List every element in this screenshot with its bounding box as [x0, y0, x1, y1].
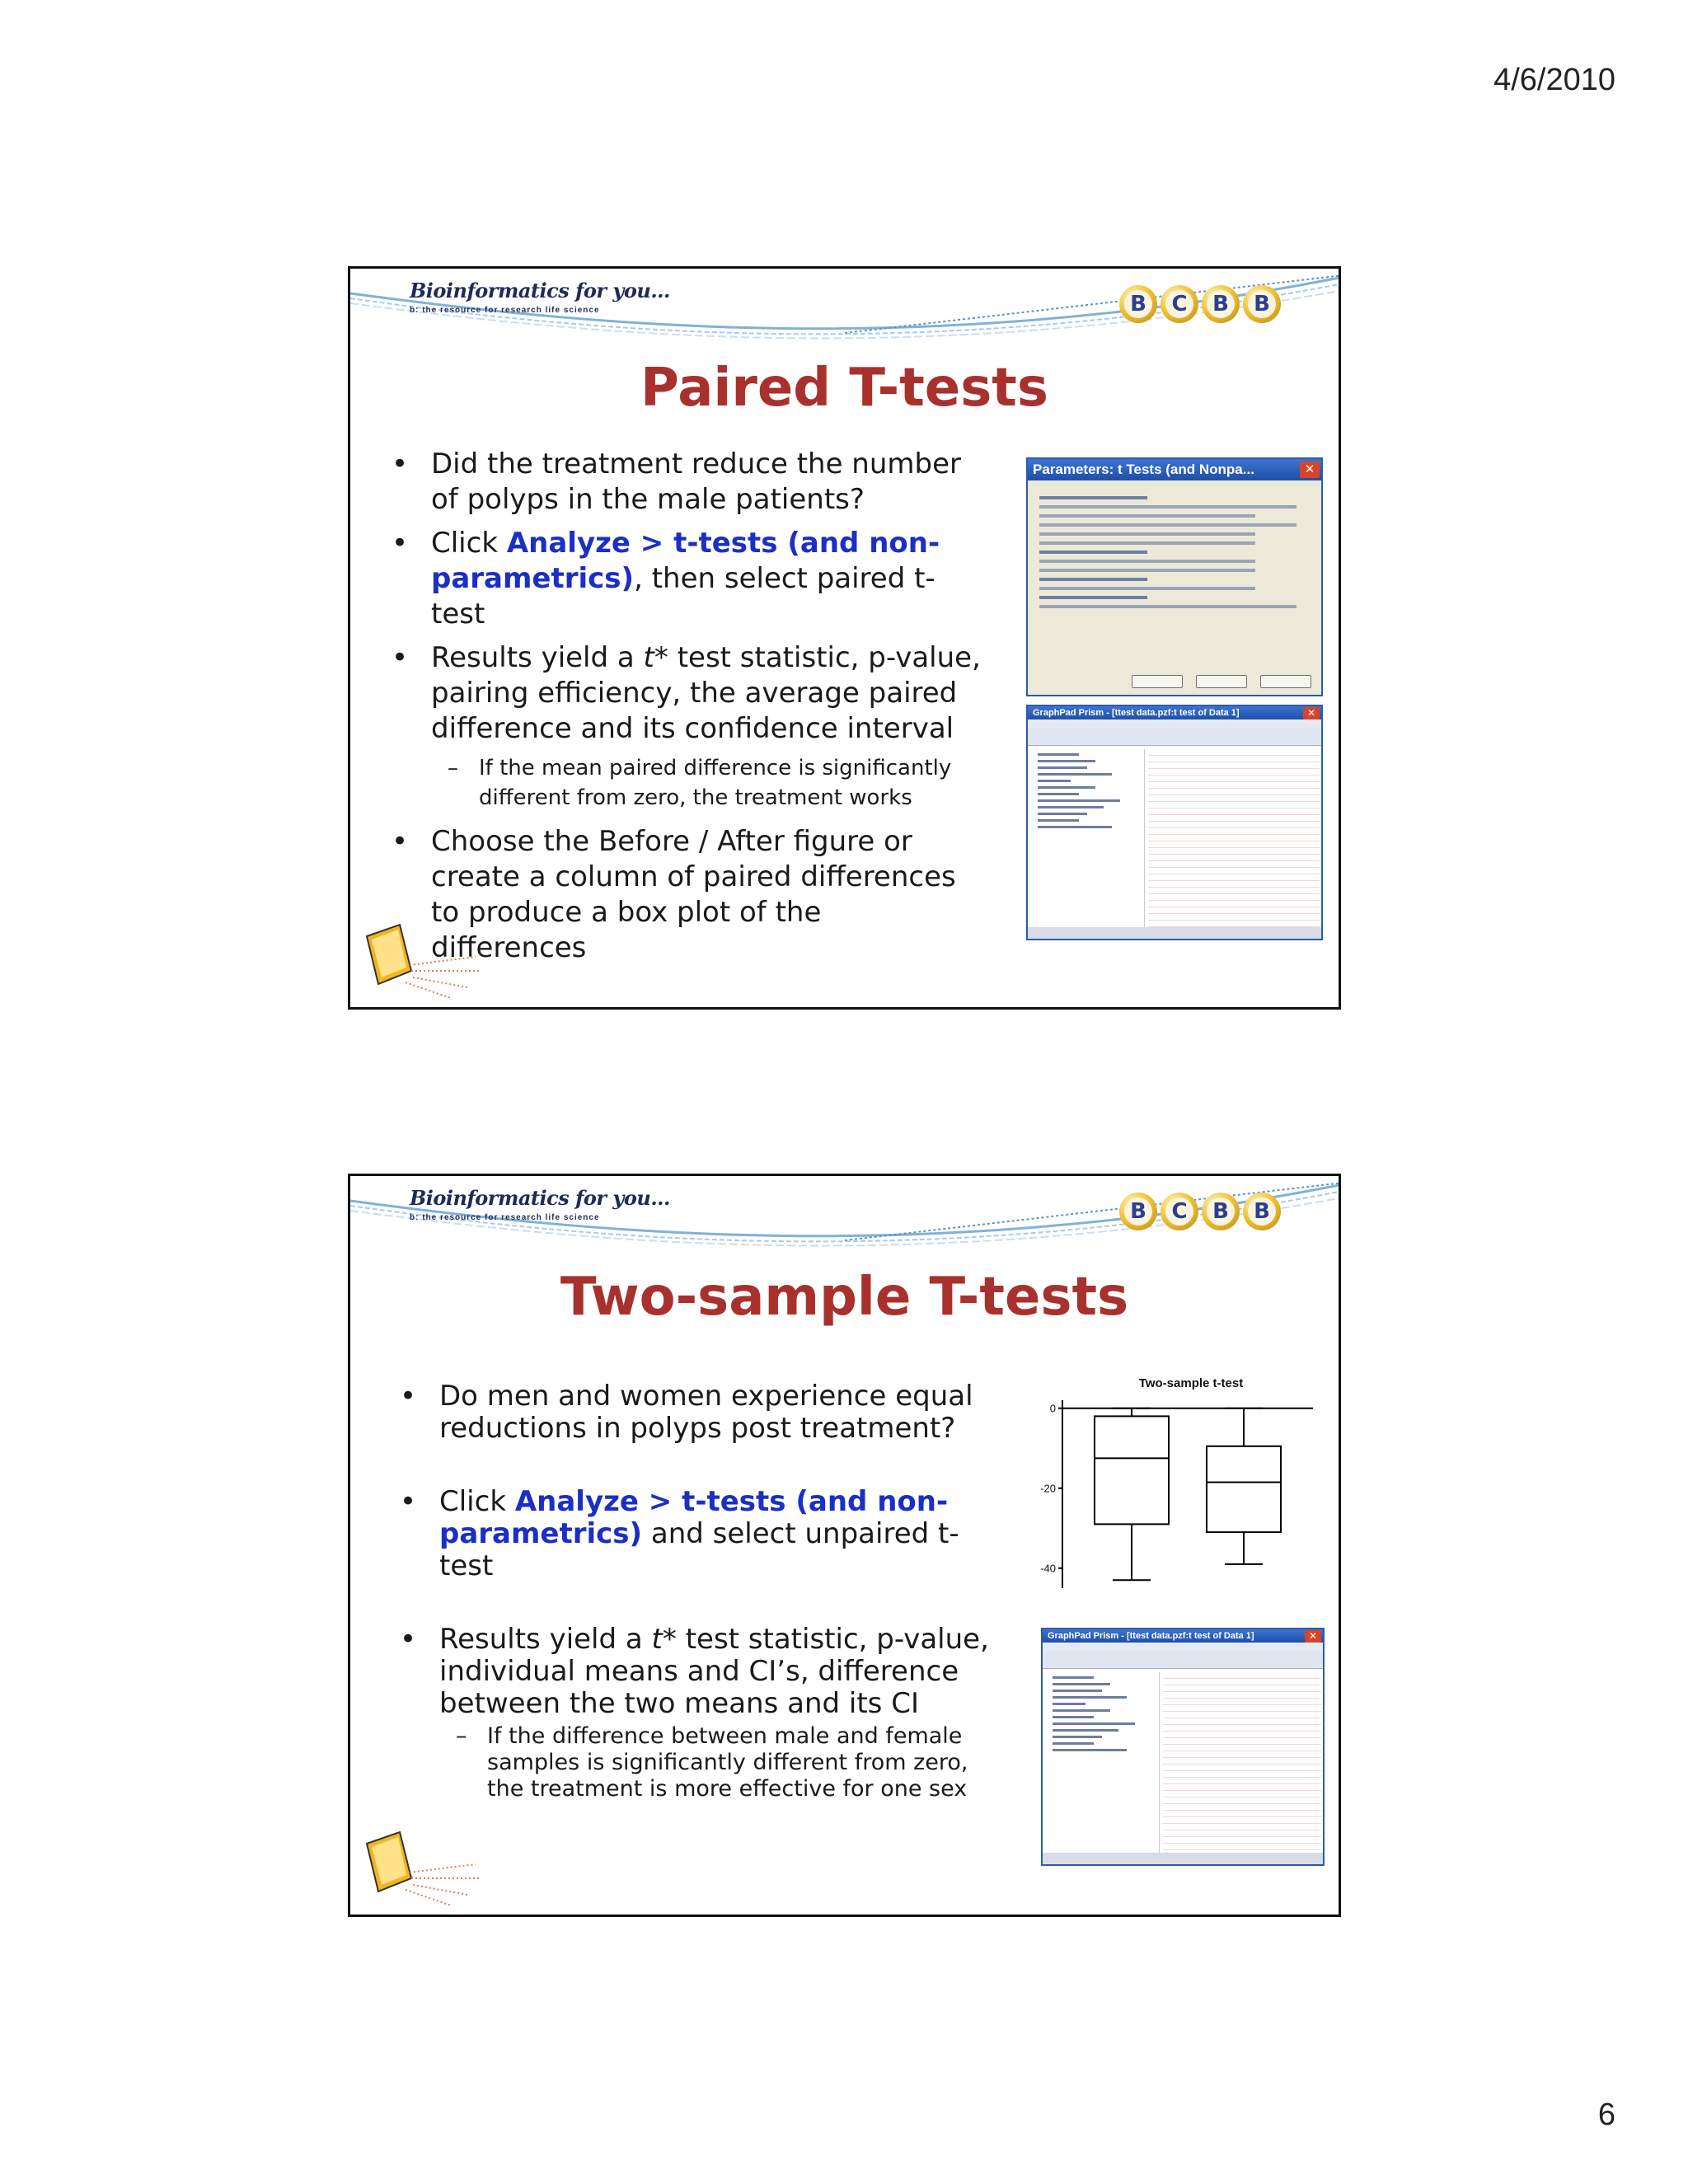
navigator-tree — [1029, 749, 1145, 927]
cancel-button — [1196, 675, 1247, 688]
bullet-text: Choose the Before / After figure or create a column of paired differences to produce a box plot of the differences — [431, 825, 956, 964]
brand — [410, 279, 670, 315]
bullet-item — [400, 1380, 993, 1445]
prism-title: GraphPad Prism - [ttest data.pzf:t test of Data 1] — [1048, 1631, 1254, 1641]
laptop-logo-icon — [360, 920, 484, 1001]
bullet-text: Did the treatment reduce the number of polyps in the male patients? — [431, 448, 961, 516]
ok-button — [1260, 675, 1311, 688]
logo-letter: B — [1124, 290, 1152, 318]
slide-title: Two-sample T-tests — [560, 1267, 1129, 1328]
dialog-title: Parameters: t Tests (and Nonpa... — [1033, 462, 1254, 477]
logo-letter: B — [1207, 1197, 1235, 1226]
close-icon: ✕ — [1305, 1630, 1321, 1643]
bullet-text: Results yield a — [439, 1623, 652, 1656]
bcbb-logo — [1119, 1193, 1281, 1230]
slide-two-sample-t-tests — [348, 1174, 1341, 1917]
logo-letter: B — [1248, 1197, 1276, 1226]
box-iqr — [1207, 1446, 1281, 1532]
bcbb-logo — [1119, 285, 1281, 323]
logo-letter: B — [1248, 290, 1276, 318]
brand — [410, 1186, 670, 1222]
bullet-item — [400, 1486, 993, 1582]
bullet-text: Click — [431, 527, 507, 560]
menu-path: Analyze > t-tests (and non-parametrics) — [439, 1485, 949, 1550]
navigator-tree — [1044, 1672, 1160, 1853]
menu-path: Analyze > t-tests (and non-parametrics) — [431, 527, 940, 595]
results-grid — [1148, 749, 1320, 927]
brand-title: Bioinformatics for you... — [410, 1186, 670, 1210]
bullet-text: test statistic, p-value, pairing efficiency, the average paired difference and its confidence interval — [431, 641, 981, 745]
logo-letter: C — [1165, 290, 1193, 318]
box-iqr — [1095, 1416, 1169, 1524]
bullet-item — [392, 640, 985, 747]
logo-letter: B — [1124, 1197, 1152, 1226]
boxplot-chart — [1034, 1374, 1315, 1596]
prism-title: GraphPad Prism - [ttest data.pzf:t test of Data 1] — [1033, 708, 1240, 718]
bullet-item — [400, 1624, 993, 1720]
brand-subtitle: b: the resource for research life science — [410, 1213, 600, 1222]
learn-button — [1132, 675, 1183, 688]
bullet-list — [392, 447, 985, 974]
prism-titlebar — [1043, 1629, 1323, 1643]
sub-bullet-item — [400, 1723, 993, 1802]
bullet-text: and select unpaired t-test — [439, 1517, 959, 1582]
brand-title: Bioinformatics for you... — [410, 279, 670, 302]
page-number: 6 — [1597, 2097, 1615, 2132]
logo-letter: C — [1165, 1197, 1193, 1226]
logo-letter: B — [1207, 290, 1235, 318]
bullet-item — [392, 526, 985, 632]
y-tick-label: -20 — [1040, 1482, 1056, 1495]
prism-titlebar — [1028, 706, 1321, 719]
slide-paired-t-tests — [348, 266, 1341, 1010]
sub-bullet-text: If the mean paired difference is significantly different from zero, the treatment works — [479, 756, 952, 810]
sub-bullet-text: If the difference between male and female samples is significantly different from zero, the treatment is more effective for one sex — [487, 1723, 968, 1802]
close-icon: ✕ — [1303, 707, 1320, 719]
brand-subtitle: b: the resource for research life science — [410, 306, 600, 315]
slide-title: Paired T-tests — [640, 358, 1048, 419]
graphpad-prism-screenshot — [1026, 705, 1323, 940]
bullet-item — [392, 447, 985, 518]
y-tick-label: -40 — [1040, 1562, 1056, 1575]
sub-bullet-item — [392, 753, 985, 813]
statistic-symbol: t* — [643, 641, 668, 674]
bullet-text: , then select paired t-test — [431, 562, 935, 630]
graphpad-prism-screenshot — [1041, 1628, 1325, 1866]
parameters-dialog-screenshot — [1026, 457, 1323, 696]
statistic-symbol: t* — [651, 1623, 677, 1656]
bullet-text: Click — [439, 1485, 515, 1518]
laptop-logo-icon — [360, 1827, 484, 1908]
bullet-text: test statistic, p-value, individual means and CI’s, difference between the two means and its CI — [439, 1623, 989, 1720]
results-grid — [1163, 1672, 1321, 1853]
close-icon: ✕ — [1300, 462, 1320, 478]
bullet-text: Results yield a — [431, 641, 644, 674]
bullet-list — [400, 1380, 993, 1802]
dialog-titlebar — [1028, 459, 1321, 480]
y-tick-label: 0 — [1049, 1402, 1056, 1415]
bullet-text: Do men and women experience equal reductions in polyps post treatment? — [439, 1380, 973, 1445]
chart-title: Two-sample t-test — [1138, 1376, 1244, 1390]
page-date: 4/6/2010 — [1493, 63, 1615, 97]
